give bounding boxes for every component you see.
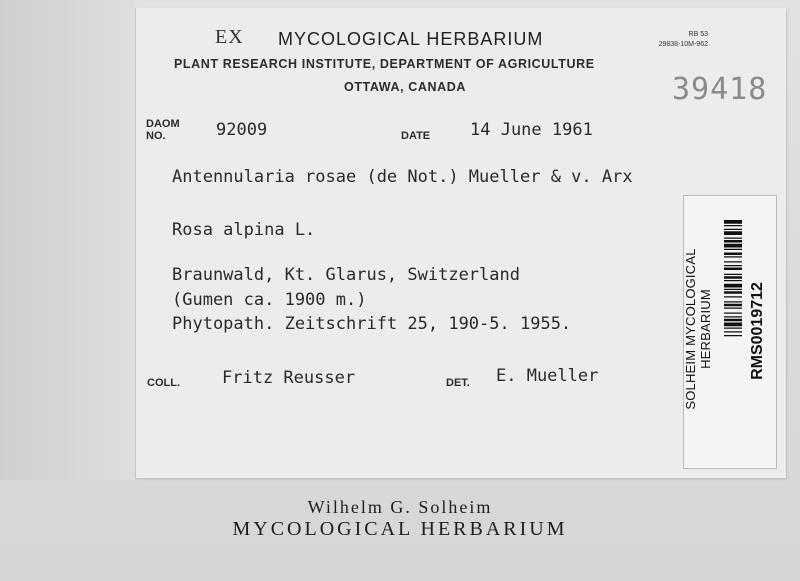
barcode-stripe <box>724 328 742 329</box>
barcode-bars <box>724 220 742 440</box>
barcode-label <box>683 195 777 469</box>
reference-line: Phytopath. Zeitschrift 25, 190-5. 1955. <box>172 314 572 334</box>
barcode-stripe <box>724 244 742 248</box>
barcode-stripe <box>724 265 742 266</box>
daom-number: 92009 <box>216 120 268 140</box>
taxon-name: Antennularia rosae (de Not.) Mueller & v. Arx <box>172 167 633 187</box>
locality-line-1: Braunwald, Kt. Glarus, Switzerland <box>172 265 520 285</box>
barcode-stripe <box>724 335 742 336</box>
barcode-stripe <box>724 238 742 239</box>
determiner-name: E. Mueller <box>496 366 599 386</box>
barcode-stripe <box>724 240 742 243</box>
barcode-stripe <box>724 268 742 271</box>
barcode-stripe <box>724 249 742 250</box>
barcode-stripe <box>724 291 742 294</box>
barcode-stripe <box>724 313 742 314</box>
footer-owner: Wilhelm G. Solheim <box>307 497 493 517</box>
institute-name: PLANT RESEARCH INSTITUTE, DEPARTMENT OF AGRICULTURE <box>174 57 595 71</box>
host-name: Rosa alpina L. <box>172 220 316 240</box>
barcode-stripe <box>724 323 742 327</box>
barcode-stripe <box>724 256 742 257</box>
accession-stamp: 39418 <box>672 72 768 107</box>
daom-label-line-2: NO. <box>146 130 166 142</box>
daom-label <box>146 118 180 142</box>
form-code <box>628 30 708 50</box>
barcode-stripe <box>724 289 742 290</box>
barcode-stripe <box>724 274 742 275</box>
collector-name: Fritz Reusser <box>222 368 356 388</box>
barcode-stripe <box>724 229 742 230</box>
barcode-stripe <box>724 304 742 307</box>
ex-mark: EX <box>215 26 244 48</box>
barcode-stripe <box>724 231 742 235</box>
daom-label-line-1: DAOM <box>146 118 180 130</box>
barcode-herbarium-text: SOLHEIM MYCOLOGICAL HERBARIUM <box>683 248 713 410</box>
form-code-line-1: RB 53 <box>688 31 708 38</box>
barcode-stripe <box>724 284 742 288</box>
barcode-stripe <box>724 280 742 281</box>
barcode-stripe <box>724 276 742 279</box>
barcode-stripe <box>724 296 742 297</box>
collector-label: COLL. <box>147 377 180 389</box>
barcode-stripe <box>724 261 742 262</box>
collection-date: 14 June 1961 <box>470 120 593 140</box>
sheet-shadow <box>0 0 135 480</box>
barcode-stripe <box>724 319 742 322</box>
determiner-label: DET. <box>446 377 470 389</box>
barcode-stripe <box>724 220 742 224</box>
date-label: DATE <box>401 130 431 142</box>
barcode-stripe <box>724 225 742 226</box>
institute-city: OTTAWA, CANADA <box>344 80 467 94</box>
barcode-stripe <box>724 301 742 302</box>
locality-line-2: (Gumen ca. 1900 m.) <box>172 290 367 310</box>
barcode-stripe <box>724 253 742 256</box>
footer-herbarium: MYCOLOGICAL HERBARIUM <box>232 518 568 540</box>
barcode-stripe <box>724 308 742 309</box>
barcode-stripe <box>724 331 742 332</box>
label-title: MYCOLOGICAL HERBARIUM <box>278 29 544 49</box>
barcode-stripe <box>724 316 742 317</box>
barcode-catalog-number: RMS0019712 <box>749 282 766 380</box>
form-code-line-2: 29838-10M-962 <box>658 41 708 48</box>
